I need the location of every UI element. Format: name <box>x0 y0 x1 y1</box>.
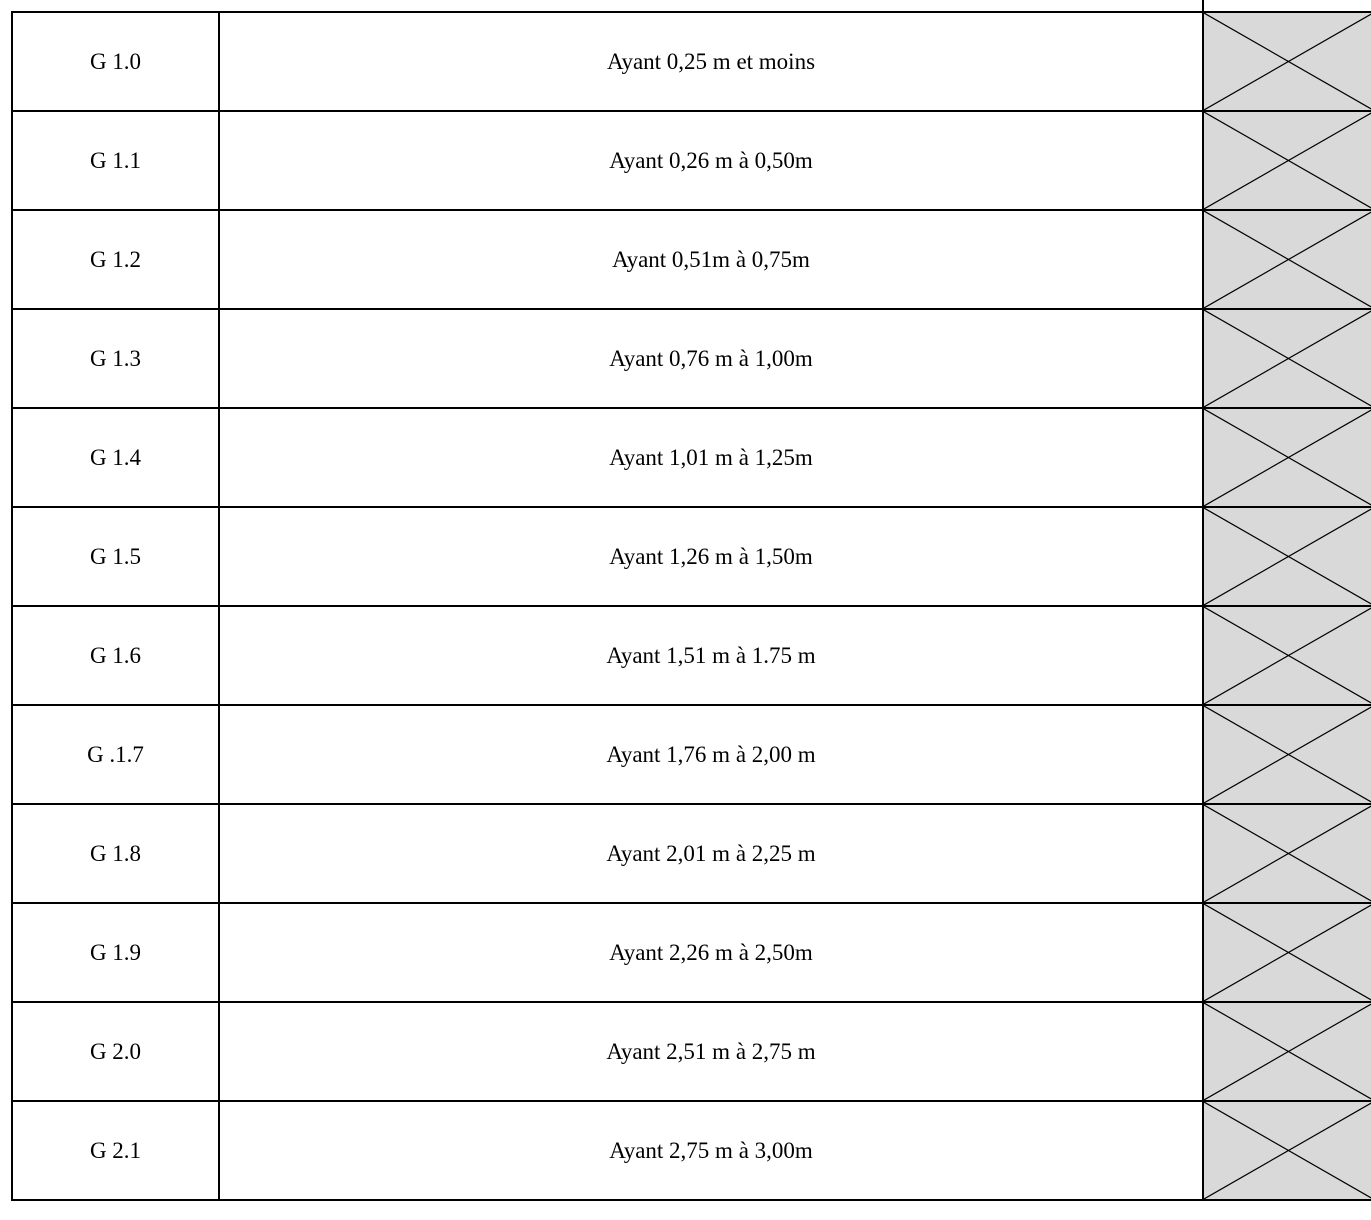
cross-icon <box>1204 508 1371 605</box>
description-cell: Ayant 2,51 m à 2,75 m <box>219 1002 1203 1101</box>
crossed-out-cell <box>1203 507 1371 606</box>
cross-icon <box>1204 409 1371 506</box>
table-row <box>12 1101 1371 1200</box>
cross-icon <box>1204 1003 1371 1100</box>
code-cell: G 1.4 <box>12 408 219 507</box>
description-cell: Ayant 1,51 m à 1.75 m <box>219 606 1203 705</box>
description-cell: Ayant 2,75 m à 3,00m <box>219 1101 1203 1200</box>
cross-icon <box>1204 805 1371 902</box>
crossed-out-cell <box>1203 309 1371 408</box>
cross-icon <box>1204 1102 1371 1199</box>
description-cell: Ayant 0,76 m à 1,00m <box>219 309 1203 408</box>
cross-icon <box>1204 13 1371 110</box>
code-cell: G 1.9 <box>12 903 219 1002</box>
cross-icon <box>1204 310 1371 407</box>
crossed-out-cell <box>1203 408 1371 507</box>
table-row <box>12 903 1371 1002</box>
table-row <box>12 408 1371 507</box>
table-row <box>12 210 1371 309</box>
code-cell: G 1.1 <box>12 111 219 210</box>
crossed-out-cell <box>1203 210 1371 309</box>
cross-icon <box>1204 211 1371 308</box>
table-row <box>12 507 1371 606</box>
cross-icon <box>1204 607 1371 704</box>
cross-icon <box>1204 112 1371 209</box>
crossed-out-cell <box>1203 1101 1371 1200</box>
description-cell: Ayant 1,26 m à 1,50m <box>219 507 1203 606</box>
table-row <box>12 705 1371 804</box>
crossed-out-cell <box>1203 606 1371 705</box>
code-cell: G 1.3 <box>12 309 219 408</box>
table-row <box>12 606 1371 705</box>
code-cell: G 2.0 <box>12 1002 219 1101</box>
crossed-out-cell <box>1203 12 1371 111</box>
description-cell: Ayant 1,01 m à 1,25m <box>219 408 1203 507</box>
code-cell: G 1.0 <box>12 12 219 111</box>
description-cell: Ayant 0,25 m et moins <box>219 12 1203 111</box>
crossed-out-cell <box>1203 804 1371 903</box>
crossed-out-cell <box>1203 1002 1371 1101</box>
cross-icon <box>1204 706 1371 803</box>
code-cell: G 1.2 <box>12 210 219 309</box>
crossed-out-cell <box>1203 903 1371 1002</box>
description-cell: Ayant 2,26 m à 2,50m <box>219 903 1203 1002</box>
table-row <box>12 309 1371 408</box>
code-cell: G 1.5 <box>12 507 219 606</box>
crossed-out-cell <box>1203 111 1371 210</box>
description-cell: Ayant 0,51m à 0,75m <box>219 210 1203 309</box>
table-row <box>12 804 1371 903</box>
description-cell: Ayant 1,76 m à 2,00 m <box>219 705 1203 804</box>
table-row <box>12 1002 1371 1101</box>
classification-table <box>11 11 1371 1201</box>
code-cell: G 2.1 <box>12 1101 219 1200</box>
table-row <box>12 12 1371 111</box>
code-cell: G .1.7 <box>12 705 219 804</box>
table-body <box>12 12 1371 1200</box>
cross-icon <box>1204 904 1371 1001</box>
code-cell: G 1.6 <box>12 606 219 705</box>
crossed-out-cell <box>1203 705 1371 804</box>
description-cell: Ayant 2,01 m à 2,25 m <box>219 804 1203 903</box>
table-top-divider-stub <box>1202 0 1204 11</box>
description-cell: Ayant 0,26 m à 0,50m <box>219 111 1203 210</box>
table-row <box>12 111 1371 210</box>
code-cell: G 1.8 <box>12 804 219 903</box>
